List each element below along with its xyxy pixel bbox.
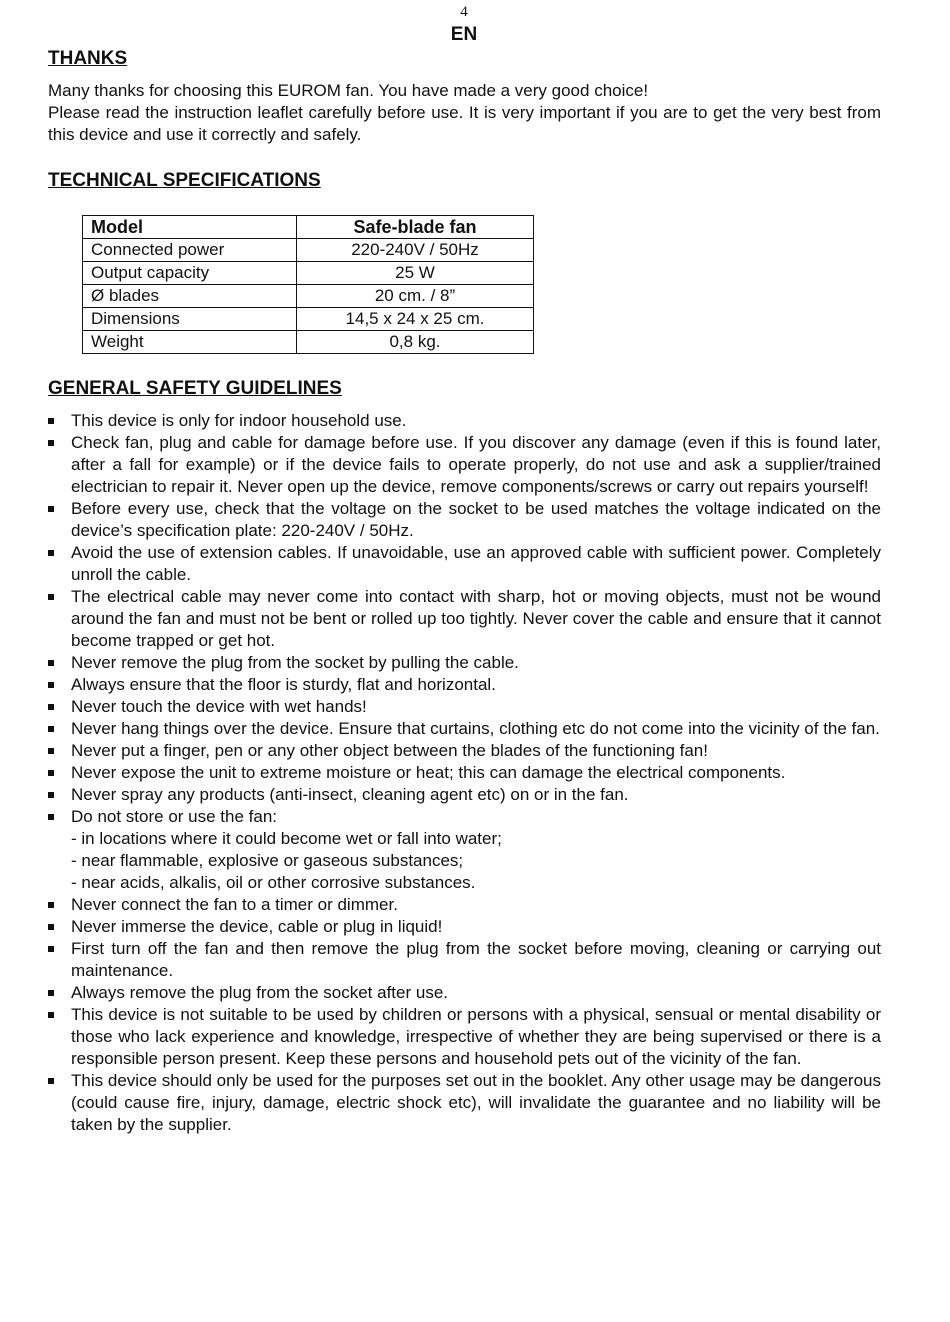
specs-value: 220-240V / 50Hz [297,239,534,262]
safety-item [48,762,881,784]
specs-heading: TECHNICAL SPECIFICATIONS [48,170,321,191]
safety-item-text: Check fan, plug and cable for damage before use. If you discover any damage (even if this is found later, after a fall for example) or if the device fails to operate properly, do not use and ask a supplier/trained electrician to repair it. Never open up the device, remove components/screws or carry out repairs yourself! [71,433,881,496]
specs-label: Weight [83,331,297,354]
safety-item [48,740,881,762]
specs-value: 14,5 x 24 x 25 cm. [297,308,534,331]
specs-row [83,308,534,331]
page-number: 4 [460,4,468,20]
safety-item-text: This device is only for indoor household use. [71,411,407,430]
bullet-icon [48,726,54,732]
bullet-icon [48,550,54,556]
safety-item-text: Never hang things over the device. Ensure that curtains, clothing etc do not come into the vicinity of the fan. [71,719,880,738]
safety-heading: GENERAL SAFETY GUIDELINES [48,378,342,399]
safety-item [48,1004,881,1070]
safety-item [48,806,881,894]
safety-item [48,894,881,916]
thanks-heading: THANKS [48,48,128,69]
safety-item-text: Before every use, check that the voltage on the socket to be used matches the voltage indicated on the device’s specification plate: 220-240V / 50Hz. [71,499,881,540]
bullet-icon [48,770,54,776]
specs-value: 20 cm. / 8” [297,285,534,308]
safety-item-text: Avoid the use of extension cables. If unavoidable, use an approved cable with sufficient power. Completely unroll the cable. [71,543,881,584]
safety-item [48,1070,881,1136]
safety-subitem: - near acids, alkalis, oil or other corrosive substances. [71,873,476,892]
safety-item-text: Always ensure that the floor is sturdy, flat and horizontal. [71,675,496,694]
bullet-icon [48,990,54,996]
bullet-icon [48,1078,54,1084]
safety-item [48,696,881,718]
specs-label: Output capacity [83,262,297,285]
thanks-line: Please read the instruction leaflet carefully before use. It is very important if you are to get the very best from this device and use it correctly and safely. [48,103,881,144]
bullet-icon [48,704,54,710]
safety-item [48,498,881,542]
safety-subitem: - near flammable, explosive or gaseous substances; [71,851,464,870]
safety-item-text: Never immerse the device, cable or plug in liquid! [71,917,443,936]
bullet-icon [48,1012,54,1018]
safety-item-text: This device is not suitable to be used by children or persons with a physical, sensual or mental disability or those who lack experience and knowledge, irrespective of whether they are being supervised or there is a responsible person present. Keep these persons and household pets out of the vicinity of the fan. [71,1005,881,1068]
specs-row [83,239,534,262]
specs-row [83,262,534,285]
safety-item [48,586,881,652]
safety-item-text: Never put a finger, pen or any other object between the blades of the functioning fan! [71,741,708,760]
safety-item [48,784,881,806]
safety-item-text: Never touch the device with wet hands! [71,697,367,716]
safety-item [48,432,881,498]
safety-item-text: Always remove the plug from the socket after use. [71,983,449,1002]
specs-header-value: Safe-blade fan [297,216,534,239]
safety-item [48,542,881,586]
safety-item [48,938,881,982]
bullet-icon [48,924,54,930]
safety-list [48,410,881,1136]
bullet-icon [48,814,54,820]
safety-item-text: Never expose the unit to extreme moisture or heat; this can damage the electrical components. [71,763,786,782]
specs-header-row [83,216,534,239]
specs-header-label: Model [83,216,297,239]
bullet-icon [48,682,54,688]
safety-item [48,410,881,432]
specs-label: Connected power [83,239,297,262]
safety-item-text: Never remove the plug from the socket by pulling the cable. [71,653,519,672]
safety-item [48,916,881,938]
specs-row [83,331,534,354]
bullet-icon [48,792,54,798]
specs-value: 0,8 kg. [297,331,534,354]
safety-item-text: Never spray any products (anti-insect, cleaning agent etc) on or in the fan. [71,785,629,804]
bullet-icon [48,440,54,446]
document-body [48,46,881,1136]
safety-item [48,718,881,740]
bullet-icon [48,946,54,952]
specs-value: 25 W [297,262,534,285]
specs-label: Ø blades [83,285,297,308]
specs-row [83,285,534,308]
safety-item-text: This device should only be used for the purposes set out in the booklet. Any other usage may be dangerous (could cause fire, injury, damage, electric shock etc), will invalidate the guarantee and no liability will be taken by the supplier. [71,1071,881,1134]
safety-item-text: Do not store or use the fan: [71,807,278,826]
bullet-icon [48,660,54,666]
safety-item [48,674,881,696]
safety-item-text: Never connect the fan to a timer or dimmer. [71,895,398,914]
specs-table [82,215,534,354]
safety-item [48,982,881,1004]
safety-item-text: First turn off the fan and then remove the plug from the socket before moving, cleaning or carrying out maintenance. [71,939,881,980]
thanks-line: Many thanks for choosing this EUROM fan. You have made a very good choice! [48,81,649,100]
specs-label: Dimensions [83,308,297,331]
safety-item [48,652,881,674]
language-code: EN [450,24,478,45]
bullet-icon [48,748,54,754]
safety-subitem: - in locations where it could become wet or fall into water; [71,829,502,848]
safety-item-text: The electrical cable may never come into contact with sharp, hot or moving objects, must not be wound around the fan and must not be bent or rolled up too tightly. Never cover the cable and ensure that it cannot become trapped or get hot. [71,587,881,650]
bullet-icon [48,594,54,600]
bullet-icon [48,418,54,424]
bullet-icon [48,506,54,512]
bullet-icon [48,902,54,908]
